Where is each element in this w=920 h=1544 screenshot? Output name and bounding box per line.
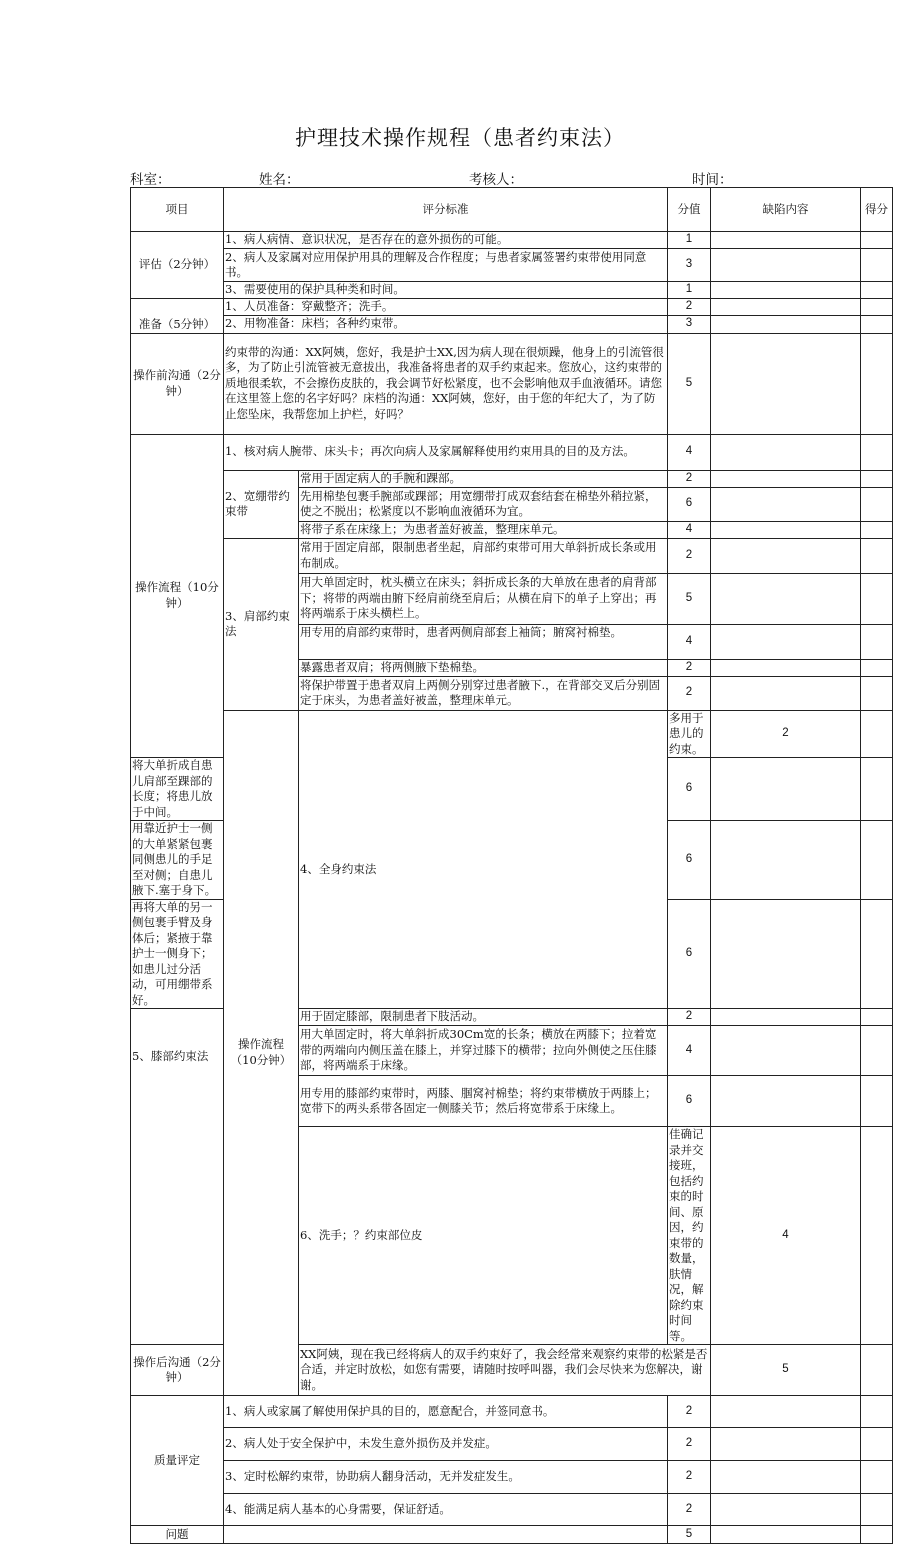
defect-cell[interactable] bbox=[711, 521, 861, 538]
got-cell[interactable] bbox=[861, 899, 893, 1009]
defect-cell[interactable] bbox=[711, 1494, 861, 1526]
table-row bbox=[131, 470, 893, 487]
score-cell: 2 bbox=[668, 1428, 711, 1461]
defect-cell[interactable] bbox=[711, 1026, 861, 1076]
score-cell: 5 bbox=[668, 333, 711, 434]
score-cell: 6 bbox=[668, 899, 711, 1009]
got-cell[interactable] bbox=[861, 521, 893, 538]
defect-cell[interactable] bbox=[711, 624, 861, 659]
criteria-cell: 再将大单的另一侧包裹手臂及身体后；紧掖于靠护士一侧身下；如患儿过分活动，可用绷带系好。 bbox=[131, 899, 224, 1009]
score-cell: 4 bbox=[668, 521, 711, 538]
criteria-cell: 常用于固定肩部，限制患者坐起，肩部约束带可用大单斜折成长条或用布制成。 bbox=[299, 538, 668, 573]
defect-cell[interactable] bbox=[711, 1396, 861, 1428]
table-row bbox=[131, 434, 893, 470]
table-row bbox=[131, 299, 893, 316]
score-cell: 4 bbox=[668, 1026, 711, 1076]
defect-cell[interactable] bbox=[711, 232, 861, 249]
defect-cell[interactable] bbox=[711, 659, 861, 676]
got-cell[interactable] bbox=[861, 315, 893, 333]
score-cell: 5 bbox=[668, 1526, 711, 1544]
got-cell[interactable] bbox=[861, 1009, 893, 1026]
got-cell[interactable] bbox=[861, 299, 893, 316]
criteria-cell: 将保护带置于患者双肩上两侧分别穿过患者腋下.，在背部交叉后分别固定于床头，为患者盖好被盖，整理床单元。 bbox=[299, 676, 668, 710]
score-cell: 2 bbox=[668, 659, 711, 676]
criteria-cell bbox=[224, 1526, 668, 1544]
table-row bbox=[131, 282, 893, 299]
sub-wide-bandage: 2、宽绷带约束带 bbox=[224, 470, 299, 538]
criteria-cell: 先用棉垫包裹手腕部或踝部；用宽绷带打成双套结套在棉垫外稍拉紧，使之不脱出；松紧度以不影响血液循环为宜。 bbox=[299, 487, 668, 521]
criteria-cell: 1、核对病人腕带、床头卡；再次向病人及家属解释使用约束用具的目的及方法。 bbox=[224, 434, 668, 470]
defect-cell[interactable] bbox=[711, 249, 861, 282]
defect-cell[interactable] bbox=[711, 434, 861, 470]
criteria-cell: 用大单固定时，枕头横立在床头；斜折成长条的大单放在患者的肩背部下；将带的两端由腑下经肩前绕至肩后；从横在肩下的单子上穿出；再将两端系于床头横栏上。 bbox=[299, 573, 668, 624]
criteria-cell: 2、病人及家属对应用保护用具的理解及合作程度；与患者家属签署约束带使用同意书。 bbox=[224, 249, 668, 282]
criteria-cell: 常用于固定病人的手腕和踝部。 bbox=[299, 470, 668, 487]
got-cell[interactable] bbox=[861, 434, 893, 470]
criteria-cell: 约束带的沟通：XX阿姨，您好，我是护士XX,因为病人现在很烦躁，他身上的引流管很多，为了防止引流管被无意拔出，我准备将患者的双手约束起来。您放心，这约束带的质地很柔软，不会擦伤皮肤的，我会调节好松紧度，也不会影响他双手血液循环。请您在这里签上您的名字好吗？床档的沟通：XX阿姨，您好，由于您的年纪大了，为了防止您坠床，我帮您加上护栏，好吗？ bbox=[224, 333, 668, 434]
table-row bbox=[131, 538, 893, 573]
criteria-cell: 1、病人或家属了解使用保护具的目的，愿意配合，并签同意书。 bbox=[224, 1396, 668, 1428]
score-cell: 6 bbox=[668, 758, 711, 821]
got-cell[interactable] bbox=[861, 1461, 893, 1494]
score-cell: 4 bbox=[668, 434, 711, 470]
table-row bbox=[131, 1526, 893, 1544]
score-cell: 1 bbox=[668, 232, 711, 249]
header-criteria: 评分标准 bbox=[224, 188, 668, 232]
got-cell[interactable] bbox=[861, 573, 893, 624]
score-cell: 2 bbox=[668, 1396, 711, 1428]
defect-cell[interactable] bbox=[711, 821, 861, 900]
defect-cell[interactable] bbox=[711, 538, 861, 573]
defect-cell[interactable] bbox=[861, 1345, 893, 1396]
score-cell: 1 bbox=[668, 282, 711, 299]
criteria-cell: 暴露患者双肩；将两侧腋下垫棉垫。 bbox=[299, 659, 668, 676]
defect-cell[interactable] bbox=[861, 1127, 893, 1345]
sub-shoulder: 3、肩部约束法 bbox=[224, 538, 299, 710]
defect-cell[interactable] bbox=[711, 899, 861, 1009]
table-row bbox=[131, 1494, 893, 1526]
header-item: 项目 bbox=[131, 188, 224, 232]
score-cell: 2 bbox=[668, 676, 711, 710]
score-cell: 6 bbox=[668, 1076, 711, 1127]
table-row bbox=[131, 333, 893, 434]
category-procedure-1: 操作流程（10分钟） bbox=[131, 434, 224, 758]
got-cell[interactable] bbox=[861, 470, 893, 487]
criteria-cell: 将大单折成自患儿肩部至踝部的长度；将患儿放于中间。 bbox=[131, 758, 224, 821]
got-cell[interactable] bbox=[861, 1526, 893, 1544]
score-cell: 2 bbox=[668, 1009, 711, 1026]
page-title: 护理技术操作规程（患者约束法） bbox=[295, 126, 625, 150]
defect-cell[interactable] bbox=[711, 299, 861, 316]
table-row bbox=[131, 1428, 893, 1461]
score-cell: 3 bbox=[668, 315, 711, 333]
sub-wash: 6、洗手；？约束部位皮 bbox=[299, 1127, 668, 1345]
defect-cell[interactable] bbox=[711, 1461, 861, 1494]
criteria-cell: XX阿姨，现在我已经将病人的双手约束好了，我会经常来观察约束带的松紧是否合适，并定时放松，如您有需要，请随时按呼叫器，我们会尽快来为您解决，谢谢。 bbox=[299, 1345, 711, 1396]
category-question: 问题 bbox=[131, 1526, 224, 1544]
table-row bbox=[131, 315, 893, 333]
category-pre-communication: 操作前沟通（2分钟） bbox=[131, 333, 224, 434]
got-cell[interactable] bbox=[861, 821, 893, 900]
criteria-cell: 2、用物准备：床档；各种约束带。 bbox=[224, 315, 668, 333]
got-cell[interactable] bbox=[861, 487, 893, 521]
criteria-cell: 用专用的肩部约束带时，患者两侧肩部套上袖筒；腑窝衬棉垫。 bbox=[299, 624, 668, 659]
table-row bbox=[131, 1396, 893, 1428]
got-cell[interactable] bbox=[861, 659, 893, 676]
criteria-cell: 1、病人病情、意识状况，是否存在的意外损伤的可能。 bbox=[224, 232, 668, 249]
category-post-communication: 操作后沟通（2分钟） bbox=[131, 1345, 224, 1396]
got-cell[interactable] bbox=[861, 1396, 893, 1428]
score-cell: 6 bbox=[668, 821, 711, 900]
defect-cell[interactable] bbox=[861, 710, 893, 758]
score-cell: 5 bbox=[668, 573, 711, 624]
score-cell: 2 bbox=[668, 1461, 711, 1494]
got-cell[interactable] bbox=[861, 1428, 893, 1461]
got-cell[interactable] bbox=[861, 1494, 893, 1526]
got-cell[interactable] bbox=[861, 676, 893, 710]
name-label: 姓名： bbox=[259, 172, 300, 188]
criteria-cell: 3、定时松解约束带，协助病人翻身活动，无并发症发生。 bbox=[224, 1461, 668, 1494]
table-row bbox=[131, 1461, 893, 1494]
score-cell: 5 bbox=[711, 1345, 861, 1396]
score-cell: 4 bbox=[711, 1127, 861, 1345]
got-cell[interactable] bbox=[861, 758, 893, 821]
category-procedure-2: 操作流程（10分钟） bbox=[224, 710, 299, 1396]
score-cell: 2 bbox=[668, 1494, 711, 1526]
category-prep: 准备（5分钟） bbox=[131, 299, 224, 334]
defect-cell[interactable] bbox=[711, 282, 861, 299]
criteria-cell: 用靠近护士一侧的大单紧紧包裹同侧患儿的手足至对侧；自患儿腋下.塞于身下。 bbox=[131, 821, 224, 900]
got-cell[interactable] bbox=[861, 1076, 893, 1127]
time-label: 时间： bbox=[692, 172, 733, 188]
got-cell[interactable] bbox=[861, 232, 893, 249]
header-defects: 缺陷内容 bbox=[711, 188, 861, 232]
header-got: 得分 bbox=[861, 188, 893, 232]
defect-cell[interactable] bbox=[711, 470, 861, 487]
score-cell: 2 bbox=[668, 470, 711, 487]
defect-cell[interactable] bbox=[711, 315, 861, 333]
dept-label: 科室： bbox=[130, 172, 171, 188]
criteria-cell: 3、需要使用的保护具种类和时间。 bbox=[224, 282, 668, 299]
criteria-cell: 用专用的膝部约束带时，两膝、腘窝衬棉垫；将约束带横放于两膝上；宽带下的两头系带各固定一侧膝关节；然后将宽带系于床缘上。 bbox=[299, 1076, 668, 1127]
got-cell[interactable] bbox=[861, 1026, 893, 1076]
sub-knee: 5、膝部约束法 bbox=[131, 1009, 224, 1345]
header-row bbox=[131, 188, 893, 232]
criteria-cell: 多用于患儿的约束。 bbox=[668, 710, 711, 758]
category-assess: 评估（2分钟） bbox=[131, 232, 224, 299]
got-cell[interactable] bbox=[861, 282, 893, 299]
criteria-cell: 佳确记录并交接班，包括约束的时间、原因，约束带的数量，肤情况，解除约束时间等。 bbox=[668, 1127, 711, 1345]
score-cell: 3 bbox=[668, 249, 711, 282]
defect-cell[interactable] bbox=[711, 1526, 861, 1544]
defect-cell[interactable] bbox=[711, 676, 861, 710]
defect-cell[interactable] bbox=[711, 1076, 861, 1127]
examiner-label: 考核人： bbox=[469, 172, 523, 188]
scoring-table bbox=[130, 187, 893, 1544]
criteria-cell: 2、病人处于安全保护中，未发生意外损伤及并发症。 bbox=[224, 1428, 668, 1461]
score-cell: 2 bbox=[668, 299, 711, 316]
defect-cell[interactable] bbox=[711, 487, 861, 521]
got-cell[interactable] bbox=[861, 538, 893, 573]
got-cell[interactable] bbox=[861, 624, 893, 659]
table-row bbox=[131, 249, 893, 282]
defect-cell[interactable] bbox=[711, 758, 861, 821]
criteria-cell: 用于固定膝部，限制患者下肢活动。 bbox=[299, 1009, 668, 1026]
criteria-cell: 将带子系在床缘上；为患者盖好被盖，整理床单元。 bbox=[299, 521, 668, 538]
defect-cell[interactable] bbox=[711, 1009, 861, 1026]
score-cell: 6 bbox=[668, 487, 711, 521]
criteria-cell: 1、人员准备：穿戴整齐；洗手。 bbox=[224, 299, 668, 316]
table-row bbox=[131, 232, 893, 249]
header-score: 分值 bbox=[668, 188, 711, 232]
defect-cell[interactable] bbox=[711, 1428, 861, 1461]
defect-cell[interactable] bbox=[711, 573, 861, 624]
got-cell[interactable] bbox=[861, 333, 893, 434]
score-cell: 4 bbox=[668, 624, 711, 659]
score-cell: 2 bbox=[668, 538, 711, 573]
got-cell[interactable] bbox=[861, 249, 893, 282]
category-quality: 质量评定 bbox=[131, 1396, 224, 1526]
criteria-cell: 4、能满足病人基本的心身需要，保证舒适。 bbox=[224, 1494, 668, 1526]
sub-whole-body: 4、全身约束法 bbox=[299, 710, 668, 1009]
score-cell: 2 bbox=[711, 710, 861, 758]
defect-cell[interactable] bbox=[711, 333, 861, 434]
criteria-cell: 用大单固定时，将大单斜折成30Cm宽的长条；横放在两膝下；拉着宽带的两端向内侧压盖在膝上，并穿过膝下的横带；拉向外侧使之压住膝部，将两端系于床缘。 bbox=[299, 1026, 668, 1076]
table-row bbox=[131, 710, 893, 758]
